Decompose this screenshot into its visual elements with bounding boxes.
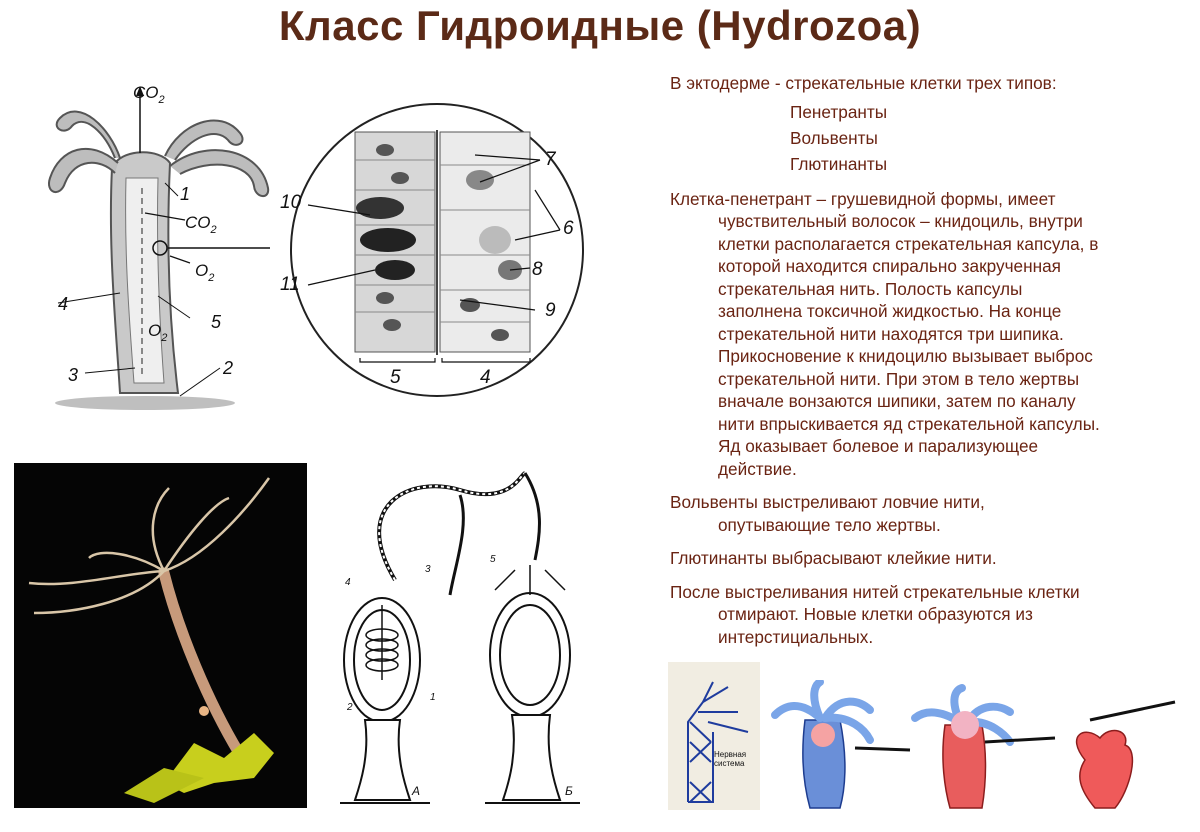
nematocyst-part-3: 3 xyxy=(425,564,431,575)
paragraph-line: чувствительный волосок – книдоциль, внутри xyxy=(718,211,1083,231)
cell-label-11: 11 xyxy=(280,274,300,295)
ectoderm-intro: В эктодерме - стрекательные клетки трех типов: xyxy=(670,73,1057,93)
svg-text:CO2 xyxy=(133,83,165,106)
nerve-caption-line2: система xyxy=(714,759,745,768)
nematocyst-label-a: А xyxy=(412,784,421,798)
nematocyst-part-1: 1 xyxy=(430,692,436,703)
page-title: Класс Гидроидные (Hydrozoa) xyxy=(278,2,922,49)
cell-label-9: 9 xyxy=(545,300,556,321)
co2-top-label: CO xyxy=(133,83,159,102)
paragraph-line: Глютинанты выбрасывают клейкие нити. xyxy=(670,548,997,568)
cell-types-list xyxy=(790,99,1190,177)
paragraph-line: которой находится спирально закрученная xyxy=(718,256,1061,276)
paragraph-line: клетки располагается стрекательная капсула, в xyxy=(718,233,1099,254)
paragraph-line: стрекательная нить. Полость капсулы xyxy=(718,278,1023,299)
svg-text:O2 xyxy=(195,261,214,284)
hydra-anatomy-diagram xyxy=(20,78,300,413)
cell-label-10: 10 xyxy=(280,192,302,213)
paragraph-line: После выстреливания нитей стрекательные клетки xyxy=(670,581,1080,602)
co2-top-sub: 2 xyxy=(158,94,165,106)
hydra-photo xyxy=(14,463,307,808)
paragraph-line: стрекательной нити находятся три шипика. xyxy=(718,323,1064,344)
hydra-reaction-sequence xyxy=(770,680,1190,812)
nematocyst-part-5: 5 xyxy=(490,554,496,565)
ectoderm-section xyxy=(670,72,1190,177)
nematocyst-label-b: Б xyxy=(565,784,573,798)
paragraph-after-firing xyxy=(670,581,1190,649)
paragraph-line: заполнена токсичной жидкостью. На конце xyxy=(718,301,1062,321)
cell-label-7: 7 xyxy=(545,149,556,170)
paragraph-line: нити впрыскивается яд стрекательной капсулы. xyxy=(718,413,1100,434)
paragraph-volvent xyxy=(670,491,1190,536)
paragraph-line: опутывающие тело жертвы. xyxy=(718,514,941,535)
paragraph-line: вначале вонзаются шипики, затем по каналу xyxy=(718,391,1076,411)
cell-type-glutinant: Глютинанты xyxy=(790,153,888,174)
paragraph-line: отмирают. Новые клетки образуются из xyxy=(718,604,1033,624)
paragraph-line: Вольвенты выстреливают ловчие нити, xyxy=(670,492,985,512)
cell-type-volvent: Вольвенты xyxy=(790,127,878,148)
nerve-caption-line1: Нервная xyxy=(714,750,747,759)
o2-side-label: O xyxy=(195,261,209,280)
cell-label-5: 5 xyxy=(390,367,401,388)
paragraph-line: Прикосновение к книдоцилю вызывает выброс xyxy=(718,346,1093,366)
paragraph-glutinant xyxy=(670,547,1190,570)
hydra-label-5: 5 xyxy=(211,312,222,332)
cell-label-8: 8 xyxy=(532,259,543,280)
nematocyst-part-2: 2 xyxy=(347,702,353,713)
nervous-system-illustration xyxy=(668,662,760,810)
cell-label-4: 4 xyxy=(480,367,491,388)
o2-inner-sub: 2 xyxy=(161,332,168,344)
svg-text:CO2 xyxy=(185,213,217,236)
o2-side-sub: 2 xyxy=(208,272,215,284)
nematocyst-diagram xyxy=(320,465,620,810)
hydra-label-3: 3 xyxy=(68,365,79,385)
cell-layer-diagram xyxy=(270,100,615,400)
paragraph-line: Яд оказывает болевое и парализующее xyxy=(718,436,1039,456)
o2-inner-label: O xyxy=(148,321,162,340)
cell-label-6: 6 xyxy=(563,218,574,239)
cell-type-penetrant: Пенетранты xyxy=(790,101,888,122)
paragraph-line: Клетка-пенетрант – грушевидной формы, имеет xyxy=(670,188,1056,209)
paragraph-line: интерстициальных. xyxy=(718,626,874,647)
hydra-label-2: 2 xyxy=(223,358,234,378)
paragraph-penetrant xyxy=(670,188,1190,481)
paragraph-line: действие. xyxy=(718,458,797,479)
paragraph-line: стрекательной нити. При этом в тело жертвы xyxy=(718,368,1080,389)
description-text xyxy=(670,72,1190,659)
nematocyst-part-4: 4 xyxy=(345,577,351,588)
hydra-label-4: 4 xyxy=(58,294,69,314)
hydra-label-1: 1 xyxy=(180,184,191,204)
co2-side-sub: 2 xyxy=(210,224,217,236)
co2-side-label: CO xyxy=(185,213,211,232)
